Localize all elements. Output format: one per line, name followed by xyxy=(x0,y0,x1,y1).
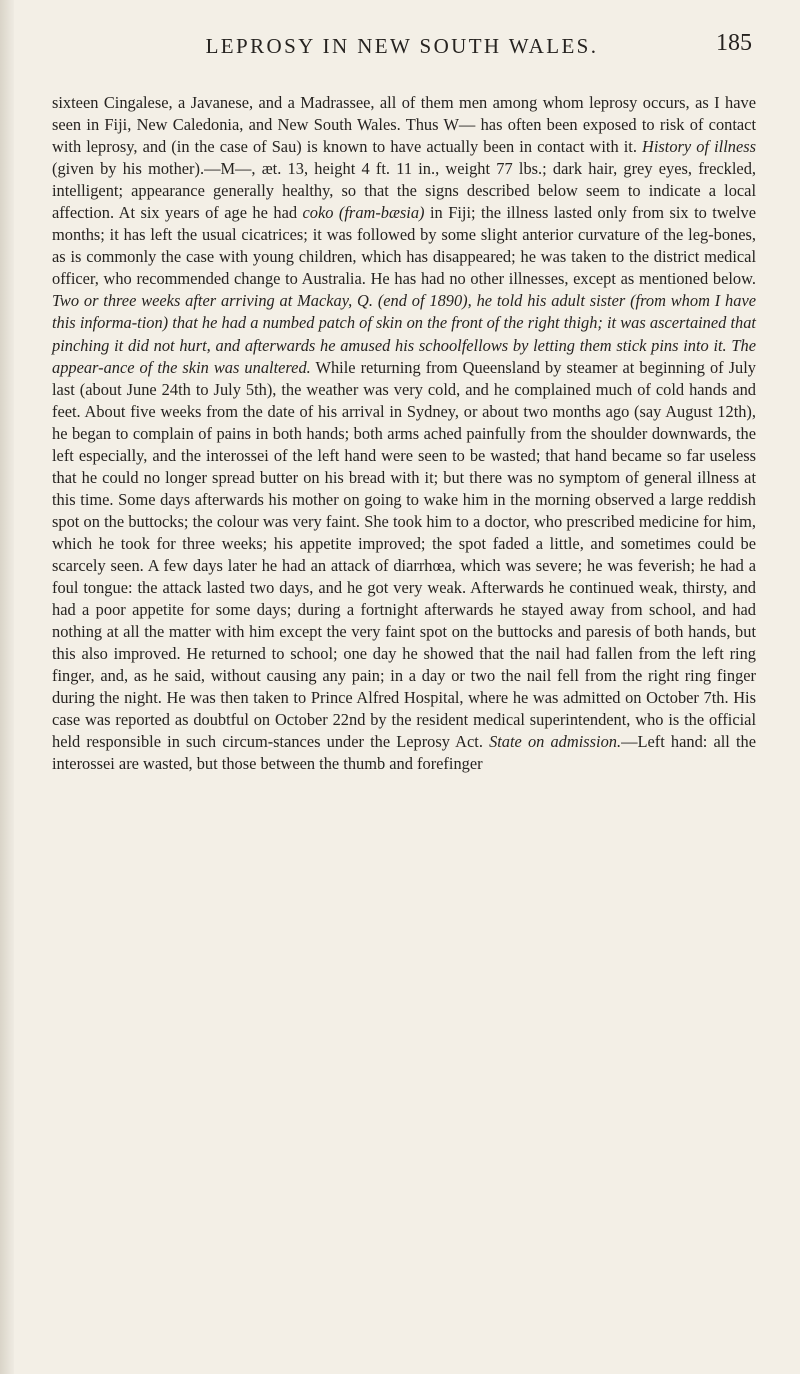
italic-passage: Two or three weeks after arriving at Mackay, Q. (end of 1890), he told his adult sister (from whom I have this informa-tion) that he had a numbed patch of skin on the front of the right thigh; it was ascertained that pinching it did not hurt, and afterwards he amused his schoolfellows by letting them stick pins into it. The appear-ance of the skin was unaltered. xyxy=(52,291,756,377)
page-edge-shadow xyxy=(0,0,14,1374)
text-run: (given by his mother).—M—, æt. 13, height 4 ft. 11 in., weight 77 lbs.; dark hair, grey eyes, freckled, intelligent; appearance generally healthy, so that the signs described below seem to indicate a local affection. At six years of age he had xyxy=(52,159,756,223)
text-run: —Left hand: all the interossei are wasted, but those between the thumb and forefinger xyxy=(52,732,756,774)
text-run: sixteen Cingalese, a Javanese, and a Madrassee, all of them men among whom leprosy occurs, as I have seen in Fiji, New Caledonia, and New South Wales. Thus W— has often been exposed to risk of contact with leprosy, and (in the case of Sau) is known to have actually been in contact with it. xyxy=(52,93,756,157)
page-number: 185 xyxy=(716,30,752,56)
section-heading-state: State on admission. xyxy=(489,732,622,752)
paragraph xyxy=(52,92,756,775)
text-run: While returning from Queensland by steamer at beginning of July last (about June 24th to July 5th), the weather was very cold, and he complained much of cold hands and feet. About five weeks from the date of his arrival in Sydney, or about two months ago (say August 12th), he began to complain of pains in both hands; both arms ached painfully from the shoulder downwards, the left especially, and the interossei of the left hand were seen to be wasted; that hand became so far useless that he could no longer spread butter on his bread with it; but there was no symptom of general illness at this time. Some days afterwards his mother on going to wake him in the morning observed a large reddish spot on the buttocks; the colour was very faint. She took him to a doctor, who prescribed medicine for him, which he took for three weeks; his appetite improved; the spot faded a little, and sometimes could be scarcely seen. A few days later he had an attack of diarrhœa, which was severe; he was feverish; he had a foul tongue: the attack lasted two days, and he got very weak. Afterwards he continued weak, thirsty, and had a poor appetite for some days; during a fortnight afterwards he stayed away from school, and had nothing at all the matter with him except the very faint spot on the buttocks and paresis of both hands, but this also improved. He returned to school; one day he showed that the nail had fallen from the left ring finger, and, as he said, without causing any pain; in a day or two the nail fell from the right ring finger during the night. He was then taken to Prince Alfred Hospital, where he was admitted on October 7th. His case was reported as doubtful on October 22nd by the resident medical superintendent, who is the official held responsible in such circum-stances under the Leprosy Act. xyxy=(52,357,756,752)
text-run: in Fiji; the illness lasted only from six to twelve months; it has left the usual cicatrices; it was followed by some slight anterior curvature of the leg-bones, as is commonly the case with young children, which has disappeared; he was taken to the district medical officer, who recommended change to Australia. He has had no other illnesses, except as mentioned below. xyxy=(52,203,756,289)
body-text xyxy=(52,92,756,775)
page-header xyxy=(52,30,752,70)
section-heading-history: History of illness xyxy=(642,137,756,157)
running-head: LEPROSY IN NEW SOUTH WALES. xyxy=(205,34,599,58)
italic-term: coko (fram-bæsia) xyxy=(302,203,425,223)
